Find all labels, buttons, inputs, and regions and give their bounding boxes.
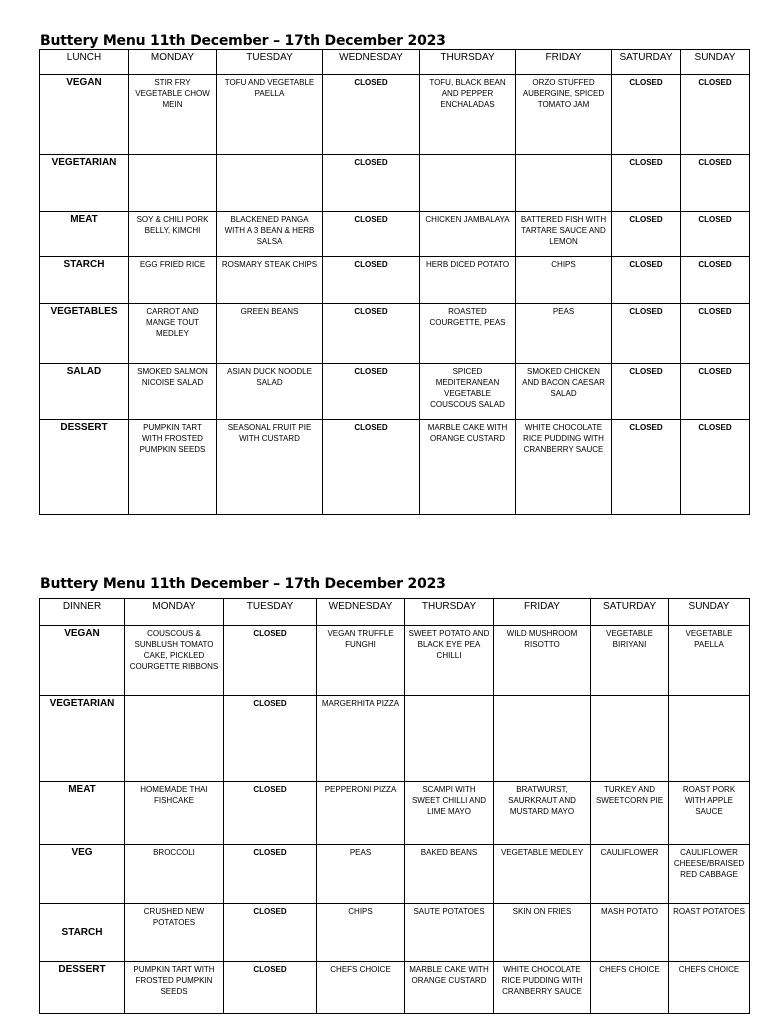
lunch-row-label: VEGETARIAN	[40, 155, 129, 212]
dinner-menu-title: Buttery Menu 11th December – 17th December 2023	[40, 576, 446, 592]
lunch-row-meat	[40, 212, 750, 257]
lunch-cell: ROASTED COURGETTE, PEAS	[420, 304, 516, 364]
lunch-day-header: FRIDAY	[516, 50, 612, 75]
lunch-cell: CLOSED	[681, 304, 750, 364]
lunch-cell: PEAS	[516, 304, 612, 364]
dinner-cell: CLOSED	[224, 696, 317, 782]
lunch-cell: CLOSED	[612, 212, 681, 257]
lunch-cell: CLOSED	[612, 257, 681, 304]
lunch-cell: STIR FRY VEGETABLE CHOW MEIN	[129, 75, 217, 155]
lunch-day-header: SUNDAY	[681, 50, 750, 75]
dinner-cell: ROAST POTATOES	[669, 904, 750, 962]
lunch-cell: SOY & CHILI PORK BELLY, KIMCHI	[129, 212, 217, 257]
lunch-day-header: MONDAY	[129, 50, 217, 75]
lunch-day-header: TUESDAY	[217, 50, 323, 75]
lunch-day-header: SATURDAY	[612, 50, 681, 75]
lunch-row-vegan	[40, 75, 750, 155]
lunch-row-label: MEAT	[40, 212, 129, 257]
dinner-row-label: MEAT	[40, 782, 125, 845]
dinner-cell: HOMEMADE THAI FISHCAKE	[125, 782, 224, 845]
lunch-cell: CLOSED	[323, 212, 420, 257]
dinner-cell: PUMPKIN TART WITH FROSTED PUMPKIN SEEDS	[125, 962, 224, 1014]
lunch-cell: CLOSED	[681, 420, 750, 515]
lunch-cell: ROSMARY STEAK CHIPS	[217, 257, 323, 304]
lunch-row-dessert	[40, 420, 750, 515]
lunch-cell: TOFU, BLACK BEAN AND PEPPER ENCHALADAS	[420, 75, 516, 155]
lunch-cell: CLOSED	[323, 257, 420, 304]
dinner-cell: SKIN ON FRIES	[494, 904, 591, 962]
lunch-menu-title: Buttery Menu 11th December – 17th December 2023	[40, 33, 446, 49]
dinner-cell: MARBLE CAKE WITH ORANGE CUSTARD	[405, 962, 494, 1014]
dinner-day-header: WEDNESDAY	[317, 599, 405, 626]
lunch-cell: BLACKENED PANGA WITH A 3 BEAN & HERB SALSA	[217, 212, 323, 257]
lunch-cell: CLOSED	[323, 75, 420, 155]
dinner-cell	[125, 696, 224, 782]
dinner-cell: VEGETABLE PAELLA	[669, 626, 750, 696]
lunch-cell: SMOKED CHICKEN AND BACON CAESAR SALAD	[516, 364, 612, 420]
dinner-cell: CLOSED	[224, 845, 317, 904]
dinner-cell: VEGETABLE MEDLEY	[494, 845, 591, 904]
dinner-cell: COUSCOUS & SUNBLUSH TOMATO CAKE, PICKLED COURGETTE RIBBONS	[125, 626, 224, 696]
dinner-cell	[494, 696, 591, 782]
lunch-cell	[420, 155, 516, 212]
dinner-cell: CRUSHED NEW POTATOES	[125, 904, 224, 962]
lunch-row-starch	[40, 257, 750, 304]
dinner-cell: MARGERHITA PIZZA	[317, 696, 405, 782]
dinner-cell: WHITE CHOCOLATE RICE PUDDING WITH CRANBERRY SAUCE	[494, 962, 591, 1014]
dinner-row-label: VEG	[40, 845, 125, 904]
lunch-day-header: WEDNESDAY	[323, 50, 420, 75]
dinner-cell: CHEFS CHOICE	[669, 962, 750, 1014]
dinner-row-veg	[40, 845, 750, 904]
lunch-day-header: THURSDAY	[420, 50, 516, 75]
lunch-cell: MARBLE CAKE WITH ORANGE CUSTARD	[420, 420, 516, 515]
dinner-cell: BRATWURST, SAURKRAUT AND MUSTARD MAYO	[494, 782, 591, 845]
dinner-row-vegetarian	[40, 696, 750, 782]
lunch-cell: CLOSED	[323, 420, 420, 515]
dinner-row-dessert	[40, 962, 750, 1014]
dinner-cell: PEPPERONI PIZZA	[317, 782, 405, 845]
lunch-cell: CLOSED	[681, 257, 750, 304]
dinner-row-label: VEGAN	[40, 626, 125, 696]
dinner-menu-table	[39, 598, 750, 1014]
lunch-cell	[129, 155, 217, 212]
dinner-cell: SAUTE POTATOES	[405, 904, 494, 962]
lunch-row-label: VEGETABLES	[40, 304, 129, 364]
lunch-cell: EGG FRIED RICE	[129, 257, 217, 304]
dinner-cell: CLOSED	[224, 904, 317, 962]
dinner-cell	[405, 696, 494, 782]
dinner-row-vegan	[40, 626, 750, 696]
lunch-corner-label: LUNCH	[40, 50, 129, 75]
lunch-header-row	[40, 50, 750, 75]
dinner-day-header: SATURDAY	[591, 599, 669, 626]
dinner-cell: CHIPS	[317, 904, 405, 962]
lunch-cell: WHITE CHOCOLATE RICE PUDDING WITH CRANBERRY SAUCE	[516, 420, 612, 515]
lunch-row-label: DESSERT	[40, 420, 129, 515]
dinner-day-header: SUNDAY	[669, 599, 750, 626]
dinner-cell: CAULIFLOWER	[591, 845, 669, 904]
dinner-cell: SCAMPI WITH SWEET CHILLI AND LIME MAYO	[405, 782, 494, 845]
lunch-cell: SMOKED SALMON NICOISE SALAD	[129, 364, 217, 420]
dinner-day-header: THURSDAY	[405, 599, 494, 626]
dinner-cell: WILD MUSHROOM RISOTTO	[494, 626, 591, 696]
lunch-cell: CLOSED	[612, 420, 681, 515]
dinner-row-starch	[40, 904, 750, 962]
dinner-cell: VEGAN TRUFFLE FUNGHI	[317, 626, 405, 696]
lunch-cell: CLOSED	[323, 304, 420, 364]
lunch-cell: CLOSED	[612, 304, 681, 364]
lunch-cell: CLOSED	[681, 364, 750, 420]
lunch-cell: CARROT AND MANGE TOUT MEDLEY	[129, 304, 217, 364]
dinner-cell: CLOSED	[224, 626, 317, 696]
dinner-cell: PEAS	[317, 845, 405, 904]
dinner-cell: ROAST PORK WITH APPLE SAUCE	[669, 782, 750, 845]
lunch-cell: PUMPKIN TART WITH FROSTED PUMPKIN SEEDS	[129, 420, 217, 515]
lunch-cell: CHICKEN JAMBALAYA	[420, 212, 516, 257]
lunch-menu-table	[39, 49, 750, 515]
dinner-cell: SWEET POTATO AND BLACK EYE PEA CHILLI	[405, 626, 494, 696]
dinner-row-meat	[40, 782, 750, 845]
lunch-cell: CLOSED	[323, 364, 420, 420]
lunch-cell: CLOSED	[612, 155, 681, 212]
dinner-cell	[669, 696, 750, 782]
dinner-cell: VEGETABLE BIRIYANI	[591, 626, 669, 696]
lunch-cell: ORZO STUFFED AUBERGINE, SPICED TOMATO JAM	[516, 75, 612, 155]
lunch-cell: CLOSED	[681, 155, 750, 212]
dinner-cell: CHEFS CHOICE	[317, 962, 405, 1014]
lunch-cell: CLOSED	[612, 75, 681, 155]
lunch-cell: CLOSED	[612, 364, 681, 420]
lunch-cell: CLOSED	[681, 212, 750, 257]
lunch-cell: BATTERED FISH WITH TARTARE SAUCE AND LEMON	[516, 212, 612, 257]
lunch-row-label: VEGAN	[40, 75, 129, 155]
lunch-row-label: SALAD	[40, 364, 129, 420]
lunch-cell: SEASONAL FRUIT PIE WITH CUSTARD	[217, 420, 323, 515]
dinner-cell: TURKEY AND SWEETCORN PIE	[591, 782, 669, 845]
dinner-cell: BROCCOLI	[125, 845, 224, 904]
dinner-cell: MASH POTATO	[591, 904, 669, 962]
dinner-cell: CHEFS CHOICE	[591, 962, 669, 1014]
lunch-row-salad	[40, 364, 750, 420]
dinner-day-header: FRIDAY	[494, 599, 591, 626]
dinner-cell	[591, 696, 669, 782]
dinner-header-row	[40, 599, 750, 626]
lunch-row-vegetables	[40, 304, 750, 364]
lunch-cell: ASIAN DUCK NOODLE SALAD	[217, 364, 323, 420]
lunch-cell: SPICED MEDITERANEAN VEGETABLE COUSCOUS SALAD	[420, 364, 516, 420]
lunch-row-label: STARCH	[40, 257, 129, 304]
lunch-cell: GREEN BEANS	[217, 304, 323, 364]
dinner-cell: CLOSED	[224, 782, 317, 845]
lunch-row-vegetarian	[40, 155, 750, 212]
dinner-row-label: STARCH	[40, 904, 125, 962]
dinner-day-header: MONDAY	[125, 599, 224, 626]
dinner-cell: CAULIFLOWER CHEESE/BRAISED RED CABBAGE	[669, 845, 750, 904]
dinner-corner-label: DINNER	[40, 599, 125, 626]
lunch-cell: TOFU AND VEGETABLE PAELLA	[217, 75, 323, 155]
lunch-cell: CHIPS	[516, 257, 612, 304]
lunch-cell	[516, 155, 612, 212]
dinner-cell: BAKED BEANS	[405, 845, 494, 904]
lunch-cell: CLOSED	[323, 155, 420, 212]
dinner-row-label: VEGETARIAN	[40, 696, 125, 782]
dinner-row-label: DESSERT	[40, 962, 125, 1014]
dinner-cell: CLOSED	[224, 962, 317, 1014]
lunch-cell: HERB DICED POTATO	[420, 257, 516, 304]
dinner-day-header: TUESDAY	[224, 599, 317, 626]
lunch-cell: CLOSED	[681, 75, 750, 155]
lunch-cell	[217, 155, 323, 212]
